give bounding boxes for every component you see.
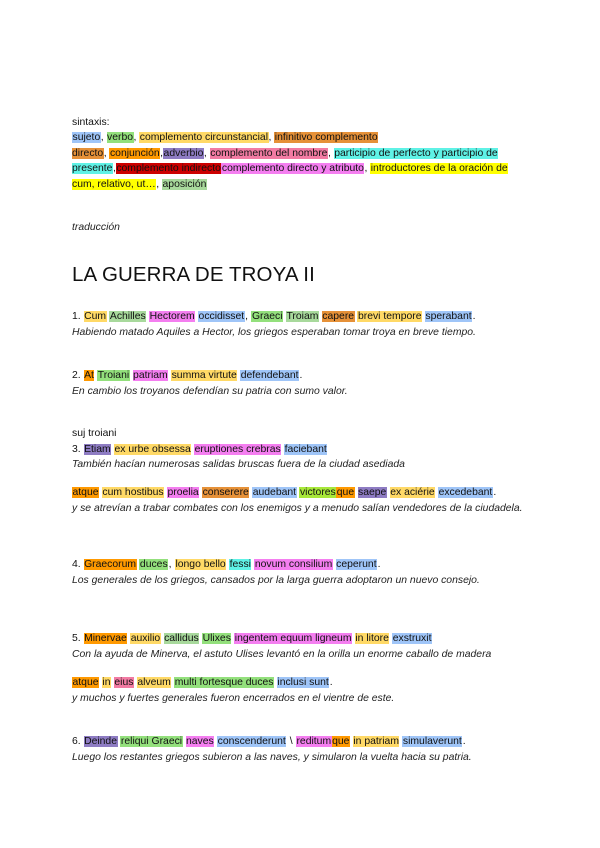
latin-token: , (245, 311, 249, 322)
latin-token: proelia (167, 487, 199, 498)
translation-line: y muchos y fuertes generales fueron encerrados en el vientre de este. (72, 692, 395, 704)
latin-token: reliqui Graeci (120, 736, 183, 747)
latin-token: sperabant (425, 311, 472, 322)
sentence-5-continued (72, 675, 532, 706)
page-title: LA GUERRA DE TROYA II (72, 263, 315, 286)
translation-line: Los generales de los griegos, cansados por la larga guerra adoptaron un nuevo consejo. (72, 574, 480, 586)
sentence-3-continued (72, 485, 532, 516)
translation-line: y se atrevían a trabar combates con los enemigos y a menudo salían vendedores de la ciudadela. (72, 502, 523, 514)
sentence-4 (72, 557, 532, 588)
legend-item: complemento circunstancial (139, 132, 269, 143)
latin-token: Minervae (84, 633, 127, 644)
latin-token: Graecorum (84, 559, 137, 570)
latin-token: ex urbe obsessa (114, 443, 191, 455)
legend-heading: sintaxis: (72, 117, 110, 128)
sentence-6 (72, 734, 532, 765)
latin-token: duces (139, 559, 168, 570)
latin-token: multi fortesque duces (174, 677, 274, 688)
latin-token: ceperunt (336, 559, 377, 570)
legend-separator: , (112, 163, 116, 174)
legend-item: conjunción (109, 147, 160, 159)
legend-separator: , (327, 147, 334, 159)
latin-token: Cum (84, 311, 107, 322)
latin-token: alveum (137, 677, 171, 688)
latin-token: ex aciérie (390, 487, 435, 498)
latin-token: cum hostibus (102, 487, 164, 498)
legend-item: introductores de la oración de cum, relativo, ut… (72, 163, 508, 190)
sentence-note: suj troiani (72, 428, 117, 439)
legend-item: infinitivo complemento directo (72, 132, 378, 159)
legend-separator: , (203, 147, 210, 159)
latin-token: . (299, 370, 303, 381)
translation-label: traducción (72, 222, 120, 233)
sentence-5 (72, 631, 532, 662)
latin-token: Achilles (109, 311, 146, 322)
latin-token: auxilio (130, 633, 161, 644)
latin-token: occidisset (198, 311, 245, 322)
latin-token: exstruxit (392, 633, 432, 644)
latin-token: fessi (229, 559, 251, 570)
sentence-3 (72, 426, 532, 473)
latin-token: brevi tempore (357, 311, 422, 322)
latin-token: conserere (202, 487, 249, 498)
translation-line: Con la ayuda de Minerva, el astuto Ulises levantó en la orilla un enorme caballo de madera (72, 648, 492, 660)
legend-separator: , (156, 178, 163, 190)
translation-line: Habiendo matado Aquiles a Hector, los griegos esperaban tomar troya en breve tiempo. (72, 326, 476, 338)
latin-token: que (336, 487, 355, 498)
latin-token: longo bello (175, 559, 226, 570)
latin-token: novum consilium (254, 559, 333, 570)
latin-token: in patriam (353, 736, 399, 747)
latin-token: At (84, 370, 94, 381)
legend-item: participio de perfecto y participio de presente (72, 147, 498, 174)
latin-token: \ (289, 736, 293, 747)
latin-line (72, 485, 532, 501)
latin-token: eius (114, 677, 134, 688)
legend-item: complemento directo y atributo (221, 163, 364, 174)
latin-token: reditum (296, 736, 332, 747)
legend-item: complemento indirecto (116, 163, 221, 174)
latin-token: callidus (164, 633, 199, 644)
legend-item: adverbio (163, 147, 204, 159)
sentence-number: 2. (72, 370, 81, 381)
latin-token: victores (299, 487, 336, 498)
latin-line (72, 309, 532, 325)
legend-separator: , (100, 132, 107, 143)
latin-token: faciebant (284, 443, 327, 455)
latin-token: ingentem equum ligneum (234, 633, 352, 644)
latin-token: Graeci (251, 311, 283, 322)
latin-token: . (462, 736, 466, 747)
translation-line: En cambio los troyanos defendían su patria con sumo valor. (72, 385, 348, 397)
sentence-number: 5. (72, 633, 81, 644)
latin-token: eruptiones crebras (194, 443, 281, 455)
legend-separator: , (160, 147, 164, 159)
legend-item: complemento del nombre (210, 147, 328, 159)
translation-line: También hacían numerosas salidas bruscas fuera de la ciudad asediada (72, 459, 405, 470)
sentence-number: 6. (72, 736, 81, 747)
translation-line: Luego los restantes griegos subieron a las naves, y simularon la vuelta hacia su patria. (72, 751, 472, 763)
latin-line (72, 734, 532, 750)
sentence-1 (72, 309, 532, 340)
latin-token: Ulixes (202, 633, 231, 644)
sentence-number: 3. (72, 443, 81, 455)
latin-token: atque (72, 487, 99, 498)
latin-token: Troiam (286, 311, 319, 322)
latin-token: capere (322, 311, 355, 322)
legend-separator: , (103, 147, 110, 159)
latin-token: audebant (252, 487, 297, 498)
legend-separator: , (133, 132, 140, 143)
sentence-2 (72, 368, 532, 399)
latin-token: que (332, 736, 350, 747)
latin-line (72, 631, 532, 647)
legend-item: aposición (162, 178, 207, 190)
latin-line (72, 675, 532, 691)
latin-token: . (377, 559, 381, 570)
syntax-legend (72, 130, 532, 192)
latin-token: Etiam (84, 443, 111, 455)
latin-token: atque (72, 677, 99, 688)
latin-token: summa virtute (171, 370, 237, 381)
latin-token: patriam (133, 370, 168, 381)
latin-line (72, 557, 532, 573)
latin-token: . (493, 487, 497, 498)
latin-token: in litore (355, 633, 389, 644)
legend-item: sujeto (72, 132, 101, 143)
latin-token: , (168, 559, 172, 570)
latin-token: defendebant (240, 370, 299, 381)
latin-token: inclusi sunt (277, 677, 329, 688)
latin-line (72, 368, 532, 384)
sentence-number: 4. (72, 559, 81, 570)
latin-token: Deinde (84, 736, 117, 747)
latin-token: in (102, 677, 111, 688)
latin-token: conscenderunt (217, 736, 286, 747)
latin-token: Hectorem (149, 311, 195, 322)
latin-token: . (329, 677, 333, 688)
legend-separator: , (364, 163, 371, 174)
latin-line (72, 442, 532, 458)
latin-token: simulaverunt (402, 736, 462, 747)
latin-token: . (472, 311, 476, 322)
latin-token: excedebant (438, 487, 493, 498)
sentence-number: 1. (72, 311, 81, 322)
latin-token: naves (186, 736, 214, 747)
latin-token: saepe (358, 487, 387, 498)
legend-separator: , (268, 132, 275, 143)
latin-token: Troiani (97, 370, 130, 381)
legend-item: verbo (107, 132, 134, 143)
